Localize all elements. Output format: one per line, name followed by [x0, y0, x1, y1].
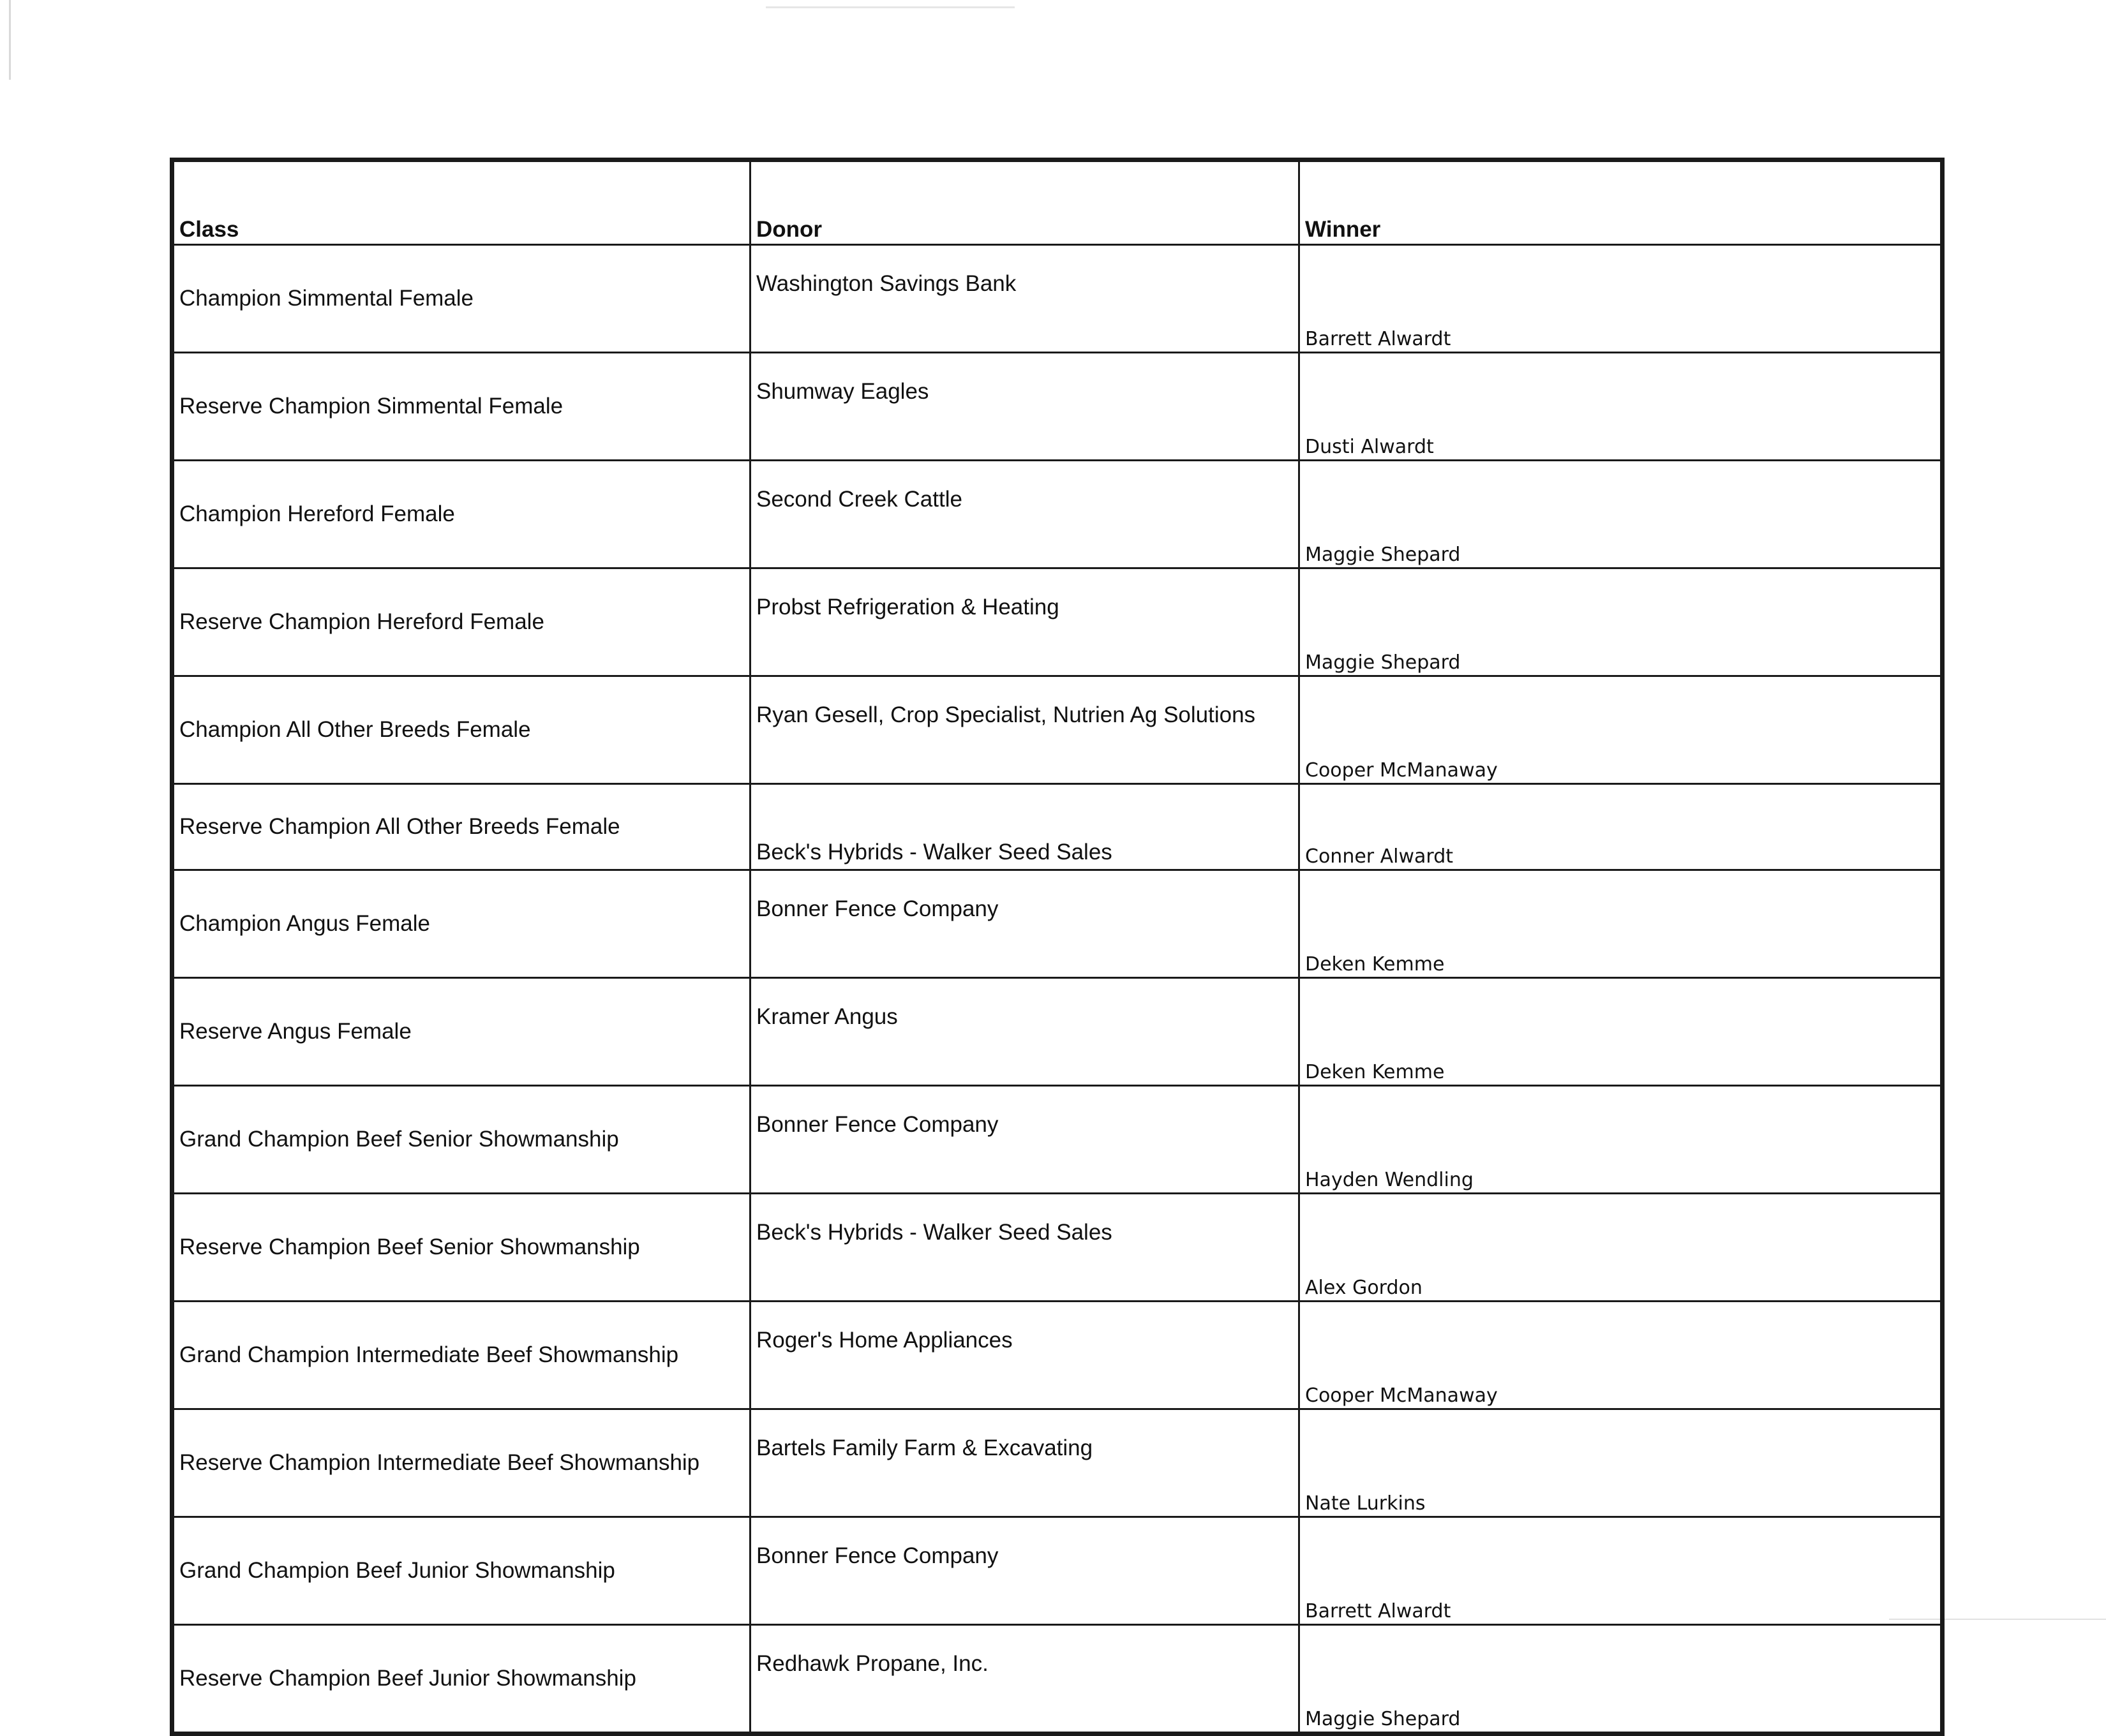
table-row — [172, 245, 1943, 353]
donor-cell: Redhawk Propane, Inc. — [751, 1625, 1299, 1734]
header-winner: Winner — [1299, 160, 1943, 245]
class-cell: Reserve Champion Beef Junior Showmanship — [172, 1625, 751, 1734]
header-donor: Donor — [751, 160, 1299, 245]
winner-cell: Conner Alwardt — [1299, 784, 1943, 870]
winner-cell: Deken Kemme — [1299, 978, 1943, 1086]
table-row — [172, 1517, 1943, 1625]
class-cell: Grand Champion Beef Junior Showmanship — [172, 1517, 751, 1625]
class-cell: Champion Simmental Female — [172, 245, 751, 353]
class-cell: Champion Angus Female — [172, 870, 751, 978]
table-row — [172, 1409, 1943, 1517]
class-cell: Grand Champion Intermediate Beef Showmanship — [172, 1302, 751, 1409]
winner-cell: Maggie Shepard — [1299, 1625, 1943, 1734]
winner-cell: Cooper McManaway — [1299, 1302, 1943, 1409]
donor-cell: Kramer Angus — [751, 978, 1299, 1086]
table-row — [172, 870, 1943, 978]
scan-artifact-left — [9, 0, 11, 80]
table-row — [172, 1302, 1943, 1409]
donor-cell: Bonner Fence Company — [751, 1086, 1299, 1194]
table-row — [172, 784, 1943, 870]
class-cell: Reserve Champion Hereford Female — [172, 568, 751, 676]
donor-cell: Beck's Hybrids - Walker Seed Sales — [751, 1194, 1299, 1302]
class-cell: Champion Hereford Female — [172, 461, 751, 568]
winner-cell: Deken Kemme — [1299, 870, 1943, 978]
winner-cell: Barrett Alwardt — [1299, 245, 1943, 353]
header-row — [172, 160, 1943, 245]
winner-cell: Maggie Shepard — [1299, 461, 1943, 568]
class-cell: Reserve Angus Female — [172, 978, 751, 1086]
table-row — [172, 1194, 1943, 1302]
class-cell: Reserve Champion Intermediate Beef Showmanship — [172, 1409, 751, 1517]
table-row — [172, 568, 1943, 676]
table-row — [172, 1625, 1943, 1734]
winner-cell: Barrett Alwardt — [1299, 1517, 1943, 1625]
winner-cell: Hayden Wendling — [1299, 1086, 1943, 1194]
winner-cell: Dusti Alwardt — [1299, 353, 1943, 461]
winner-cell: Cooper McManaway — [1299, 676, 1943, 784]
winner-cell: Nate Lurkins — [1299, 1409, 1943, 1517]
donor-cell: Bonner Fence Company — [751, 870, 1299, 978]
donor-cell: Washington Savings Bank — [751, 245, 1299, 353]
class-cell: Reserve Champion Simmental Female — [172, 353, 751, 461]
table-row — [172, 676, 1943, 784]
donor-cell: Bonner Fence Company — [751, 1517, 1299, 1625]
class-cell: Grand Champion Beef Senior Showmanship — [172, 1086, 751, 1194]
table-row — [172, 978, 1943, 1086]
class-cell: Champion All Other Breeds Female — [172, 676, 751, 784]
donor-cell: Probst Refrigeration & Heating — [751, 568, 1299, 676]
donor-cell: Beck's Hybrids - Walker Seed Sales — [751, 784, 1299, 870]
donor-cell: Ryan Gesell, Crop Specialist, Nutrien Ag Solutions — [751, 676, 1299, 784]
table-row — [172, 1086, 1943, 1194]
header-class: Class — [172, 160, 751, 245]
table-header — [172, 160, 1943, 245]
awards-table — [170, 158, 1945, 1736]
donor-cell: Bartels Family Farm & Excavating — [751, 1409, 1299, 1517]
winner-cell: Maggie Shepard — [1299, 568, 1943, 676]
scan-artifact-top — [766, 6, 1015, 8]
class-cell: Reserve Champion Beef Senior Showmanship — [172, 1194, 751, 1302]
class-cell: Reserve Champion All Other Breeds Female — [172, 784, 751, 870]
table-row — [172, 461, 1943, 568]
table-row — [172, 353, 1943, 461]
winner-cell: Alex Gordon — [1299, 1194, 1943, 1302]
donor-cell: Shumway Eagles — [751, 353, 1299, 461]
donor-cell: Roger's Home Appliances — [751, 1302, 1299, 1409]
table-body — [172, 245, 1943, 1734]
donor-cell: Second Creek Cattle — [751, 461, 1299, 568]
